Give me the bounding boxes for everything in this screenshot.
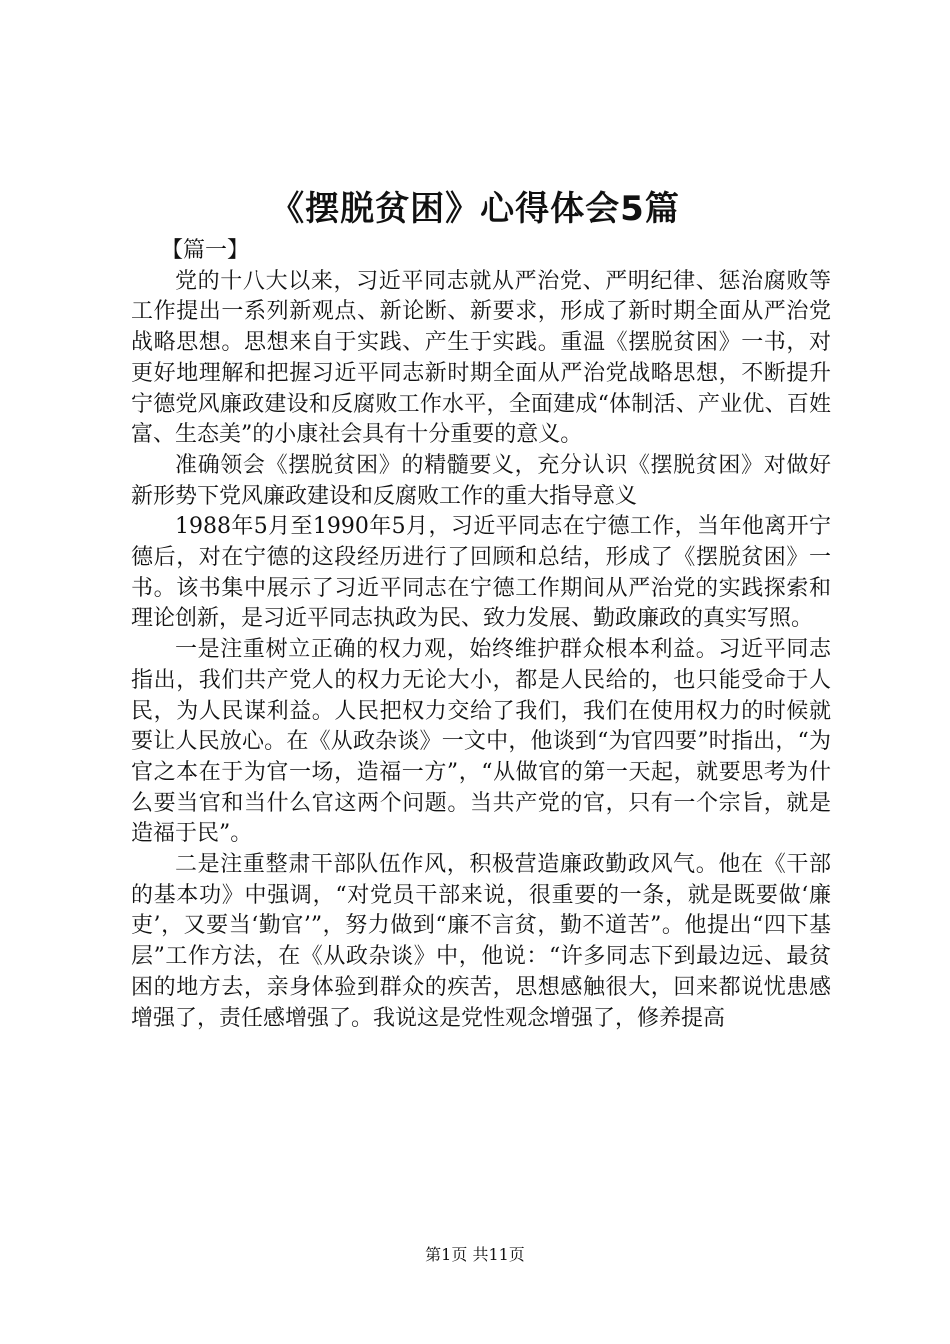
- paragraph: 1988年5月至1990年5月，习近平同志在宁德工作，当年他离开宁德后，对在宁德的这段经历进行了回顾和总结，形成了《摆脱贫困》一书。该书集中展示了习近平同志在宁德工作期间从严治党的实践探索和理论创新，是习近平同志执政为民、致力发展、勤政廉政的真实写照。: [131, 514, 831, 632]
- document-title: 《摆脱贫困》心得体会5篇: [270, 189, 680, 229]
- page-footer: 第1页 共11页: [425, 1245, 525, 1264]
- document-body: [131, 236, 831, 1034]
- paragraph: 二是注重整肃干部队伍作风，积极营造廉政勤政风气。他在《干部的基本功》中强调，“对党员干部来说，很重要的一条，就是既要做‘廉吏’，又要当‘勤官’”，努力做到“廉不言贫，勤不道苦”。他提出“四下基层”工作方法，在《从政杂谈》中，他说：“许多同志下到最边远、最贫困的地方去，亲身体验到群众的疾苦，思想感触很大，回来都说忧患感增强了，责任感增强了。我说这是党性观念增强了，修养提高: [131, 852, 831, 1031]
- paragraph: 一是注重树立正确的权力观，始终维护群众根本利益。习近平同志指出，我们共产党人的权力无论大小，都是人民给的，也只能受命于人民，为人民谋利益。人民把权力交给了我们，我们在使用权力的时候就要让人民放心。在《从政杂谈》一文中，他谈到“为官四要”时指出，“为官之本在于为官一场，造福一方”，“从做官的第一天起，就要思考为什么要当官和当什么官这两个问题。当共产党的官，只有一个宗旨，就是造福于民”。: [131, 637, 831, 847]
- section-heading: 【篇一】: [161, 238, 250, 263]
- paragraph: 准确领会《摆脱贫困》的精髓要义，充分认识《摆脱贫困》对做好新形势下党风廉政建设和反腐败工作的重大指导意义: [131, 452, 831, 509]
- paragraph: 党的十八大以来，习近平同志就从严治党、严明纪律、惩治腐败等工作提出一系列新观点、新论断、新要求，形成了新时期全面从严治党战略思想。思想来自于实践、产生于实践。重温《摆脱贫困》一书，对更好地理解和把握习近平同志新时期全面从严治党战略思想，不断提升宁德党风廉政建设和反腐败工作水平，全面建成“体制活、产业优、百姓富、生态美”的小康社会具有十分重要的意义。: [131, 268, 831, 448]
